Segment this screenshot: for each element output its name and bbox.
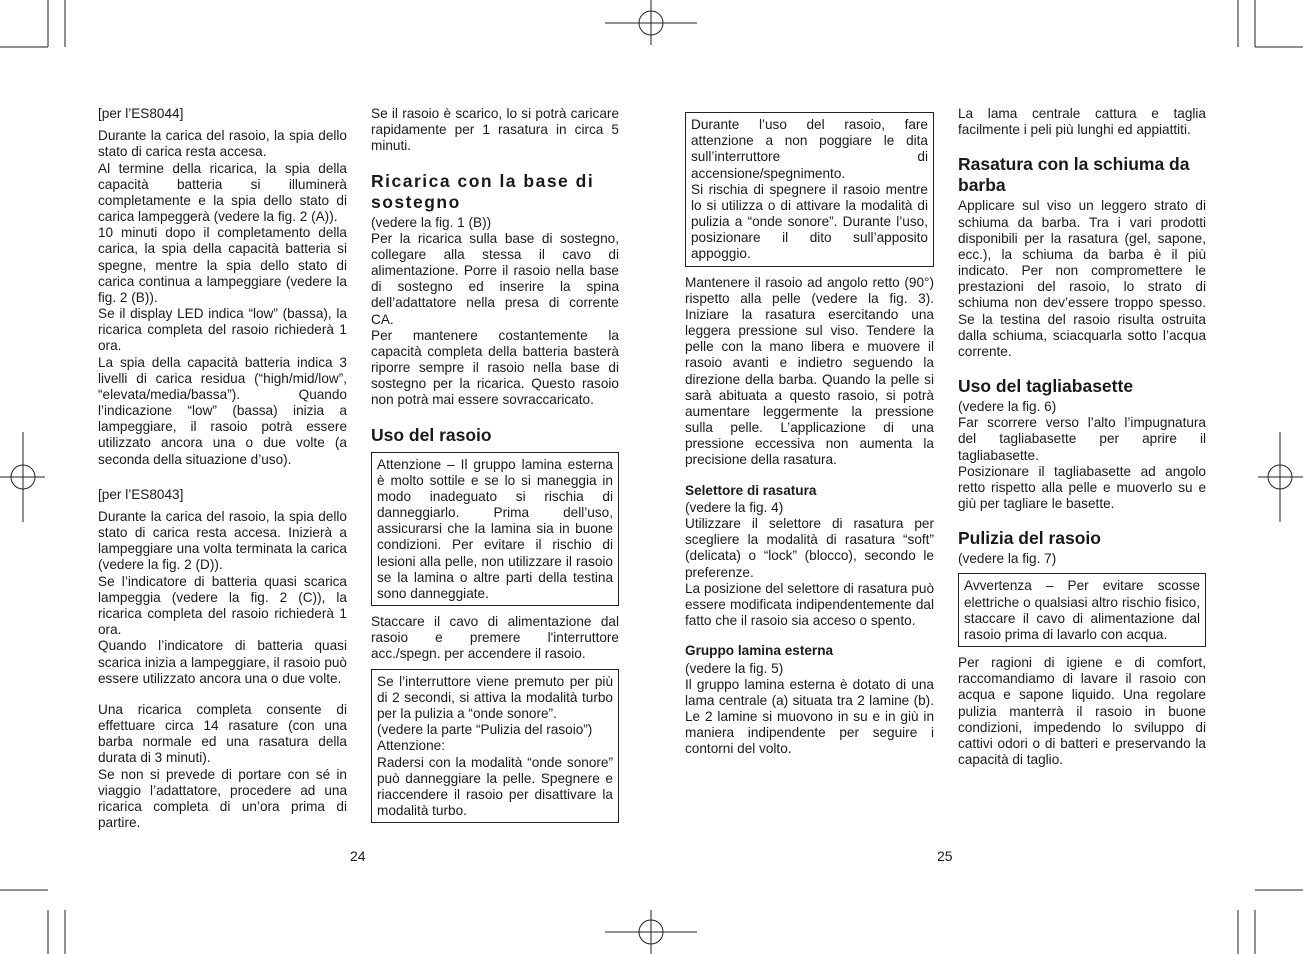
paragraph: Se non si prevede di portare con sé in viaggio l’adattatore, procedere ad una ricarica completa di un’ora prima di partire. — [98, 766, 347, 831]
paragraph: Staccare il cavo di alimentazione dal rasoio e premere l'interruttore acc./spegn. per accendere il rasoio. — [371, 614, 619, 662]
section-heading: Uso del rasoio — [371, 424, 492, 445]
left-page-column-1 — [98, 106, 347, 831]
paragraph: Una ricarica completa consente di effettuare circa 14 rasature (con una barba normale ed una rasatura della durata di 3 minuti). — [98, 701, 347, 766]
paragraph: Utilizzare il selettore di rasatura per scegliere la modalità di rasatura “soft” (delicata) o “lock” (blocco), secondo le preferenze. — [685, 516, 934, 580]
paragraph: Se l’indicatore di batteria quasi scarica lampeggia (vedere la fig. 2 (C)), la ricarica completa del rasoio richiederà 1 ora. — [98, 573, 347, 638]
paragraph: Il gruppo lamina esterna è dotato di una lama centrale (a) situata tra 2 lamine (b). Le 2 lamine si muovono in su e in giù in maniera indipendente per seguire i contorni del volto. — [685, 676, 934, 757]
warning-box — [371, 452, 619, 607]
caution-box — [685, 112, 934, 267]
paragraph: Posizionare il tagliabasette ad angolo retto rispetto alla pelle e muoverlo su e giù per tagliare le basette. — [958, 463, 1206, 512]
paragraph: 10 minuti dopo il completamento della carica, la spia della capacità batteria si spegne, mentre la spia dello stato di carica continua a lampeggiare (vedere la fig. 2 (B)). — [98, 225, 347, 305]
model-tag-es8044: [per l’ES8044] — [98, 106, 184, 121]
caution-text: Si rischia di spegnere il rasoio mentre lo si utilizza o di attivare la modalità di pulizia a “onde sonore”. Durante l’uso, posizionare il dito sull’apposito appoggio. — [691, 181, 928, 262]
note-text: Se l’interruttore viene premuto per più di 2 secondi, si attiva la modalità turbo per la pulizia a “onde sonore”. — [377, 673, 613, 721]
left-page-column-2 — [371, 106, 619, 831]
section-heading: Rasatura con la schiuma da barba — [958, 154, 1190, 196]
paragraph: Quando l’indicatore di batteria quasi scarica inizia a lampeggiare, il rasoio può essere utilizzato ancora una o due volte. — [98, 638, 347, 686]
paragraph: Se il display LED indica “low” (bassa), la ricarica completa del rasoio richiederà 1 ora. — [98, 306, 347, 354]
figure-reference: (vedere la fig. 7) — [958, 551, 1057, 567]
paragraph: Applicare sul viso un leggero strato di schiuma da barba. Tra i vari prodotti disponibili per la rasatura (gel, sapone, ecc.), la schiuma da barba è il più indicato. Per non compromettere le prestazioni del rasoio, lo strato di schiuma non dev’essere troppo spesso. Se la testina del rasoio risulta ostruita dalla schiuma, sciacquarla sotto l’acqua corrente. — [958, 198, 1206, 359]
figure-reference: (vedere la fig. 5) — [685, 660, 784, 676]
note-text: (vedere la parte “Pulizia del rasoio”) — [377, 722, 593, 738]
subsection-heading: Gruppo lamina esterna — [685, 643, 834, 659]
section-heading: Uso del tagliabasette — [958, 376, 1134, 397]
paragraph: La spia della capacità batteria indica 3 livelli di carica residua (“high/mid/low”, “elevata/media/bassa”). Quando l’indicazione “low” (bassa) inizia a lampeggiare, il rasoio potrà essere utilizzato ancora una o due volte (a seconda della situazione d’uso). — [98, 354, 347, 467]
paragraph: La lama centrale cattura e taglia facilmente i peli più lunghi ed appiattiti. — [958, 106, 1206, 138]
paragraph: La posizione del selettore di rasatura può essere modificata indipendentemente dal fatto che il rasoio sia acceso o spento. — [685, 580, 934, 629]
section-heading: Ricarica con la base di sostegno — [371, 170, 595, 212]
paragraph: Far scorrere verso l’alto l’impugnatura del tagliabasette per aprire il tagliabasette. — [958, 415, 1206, 463]
right-page-column-2 — [958, 106, 1206, 768]
note-text: Attenzione: — [377, 738, 446, 754]
right-page-column-1 — [685, 106, 934, 758]
paragraph: Mantenere il rasoio ad angolo retto (90°) rispetto alla pelle (vedere la fig. 3). Iniziare la rasatura esercitando una leggera pressione sul viso. Tendere la pelle con la mano libera e muovere il rasoio avanti e indietro seguendo la direzione della barba. Quando la pelle si sarà abituata a questo rasoio, si potrà aumentare leggermente la pressione sulla pelle. L’applicazione di una pressione eccessiva non aumenta la precisione della rasatura. — [685, 274, 934, 468]
paragraph: Per ragioni di igiene e di comfort, raccomandiamo di lavare il rasoio con acqua e sapone liquido. Una regolare pulizia manterrà il rasoio in buone condizioni, impedendo lo sviluppo di cattivi odori o di batteri e preservando la capacità di taglio. — [958, 655, 1206, 768]
figure-reference: (vedere la fig. 1 (B)) — [371, 214, 492, 230]
model-tag-es8043: [per l’ES8043] — [98, 486, 184, 502]
paragraph: Al termine della ricarica, la spia della capacità batteria si illuminerà completamente e la spia dello stato di carica lampeggerà (vedere la fig. 2 (A)). — [98, 160, 347, 225]
page-number-right: 25 — [937, 848, 953, 864]
paragraph: Per mantenere costantemente la capacità completa della batteria basterà riporre sempre il rasoio nella base di sostegno per la ricarica. Questo rasoio non potrà mai essere sovraccaricato. — [371, 327, 619, 408]
figure-reference: (vedere la fig. 4) — [685, 499, 784, 515]
figure-reference: (vedere la fig. 6) — [958, 399, 1057, 415]
warning-text: Attenzione – Il gruppo lamina esterna è molto sottile e se lo si maneggia in modo inadeguato si rischia di danneggiarlo. Prima dell’uso, assicurarsi che la lamina sia in buone condizioni. Per evitare il rischio di lesioni alla pelle, non utilizzare il rasoio se la lamina o altre parti della testina sono danneggiate. — [377, 456, 613, 601]
paragraph: Per la ricarica sulla base di sostegno, collegare alla stessa il cavo di alimentazione. Porre il rasoio nella base di sostegno ed inserire la spina dell’adattatore nella presa di corrente CA. — [371, 230, 619, 327]
warning-text: Avvertenza – Per evitare scosse elettriche o qualsiasi altro rischio fisico, staccare il cavo di alimentazione dal rasoio prima di lavarlo con acqua. — [964, 578, 1200, 642]
subsection-heading: Selettore di rasatura — [685, 482, 817, 498]
section-heading: Pulizia del rasoio — [958, 528, 1101, 549]
paragraph: Durante la carica del rasoio, la spia dello stato di carica resta accesa. — [98, 128, 347, 160]
caution-text: Durante l’uso del rasoio, fare attenzione a non poggiare le dita sull’interruttore di accensione/spegnimento. — [691, 117, 928, 181]
cleaning-warning-box — [958, 573, 1206, 647]
note-text: Radersi con la modalità “onde sonore” può danneggiare la pelle. Spegnere e riaccendere il rasoio per disattivare la modalità turbo. — [377, 754, 613, 819]
paragraph: Se il rasoio è scarico, lo si potrà caricare rapidamente per 1 rasatura in circa 5 minuti. — [371, 106, 619, 154]
paragraph: Durante la carica del rasoio, la spia dello stato di carica resta accesa. Inizierà a lampeggiare una volta terminata la carica (vedere la fig. 2 (D)). — [98, 508, 347, 573]
page-number-left: 24 — [350, 848, 366, 864]
turbo-note-box — [371, 669, 619, 824]
